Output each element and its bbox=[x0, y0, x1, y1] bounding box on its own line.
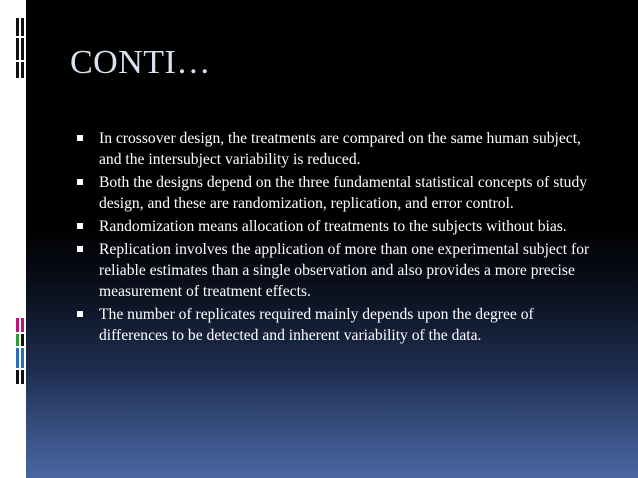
bullet-square-icon bbox=[77, 223, 83, 229]
bullet-text: Both the designs depend on the three fundamental statistical concepts of study design, and these are randomization, replication, and error control. bbox=[99, 174, 588, 212]
bullet-item bbox=[76, 239, 598, 302]
bullet-square-icon bbox=[77, 311, 83, 317]
slide-title: CONTI… bbox=[70, 44, 211, 81]
decorative-bars-top bbox=[16, 18, 24, 78]
decorative-bars-bottom bbox=[16, 318, 24, 384]
bullet-text: Randomization means allocation of treatments to the subjects without bias. bbox=[99, 218, 567, 235]
bullet-text: Replication involves the application of more than one experimental subject for reliable estimates than a single observation and also provides a more precise measurement of treatment effects. bbox=[99, 241, 590, 300]
bullet-list bbox=[76, 128, 598, 348]
bullet-square-icon bbox=[77, 246, 83, 252]
bullet-square-icon bbox=[77, 179, 83, 185]
bullet-item bbox=[76, 216, 598, 237]
bullet-item bbox=[76, 304, 598, 346]
bullet-item bbox=[76, 128, 598, 170]
left-vertical-rule bbox=[24, 0, 26, 478]
bullet-square-icon bbox=[77, 135, 83, 141]
bullet-item bbox=[76, 172, 598, 214]
bullet-text: The number of replicates required mainly depends upon the degree of differences to be detected and inherent variability of the data. bbox=[99, 306, 534, 344]
bullet-text: In crossover design, the treatments are compared on the same human subject, and the intersubject variability is reduced. bbox=[99, 130, 581, 168]
